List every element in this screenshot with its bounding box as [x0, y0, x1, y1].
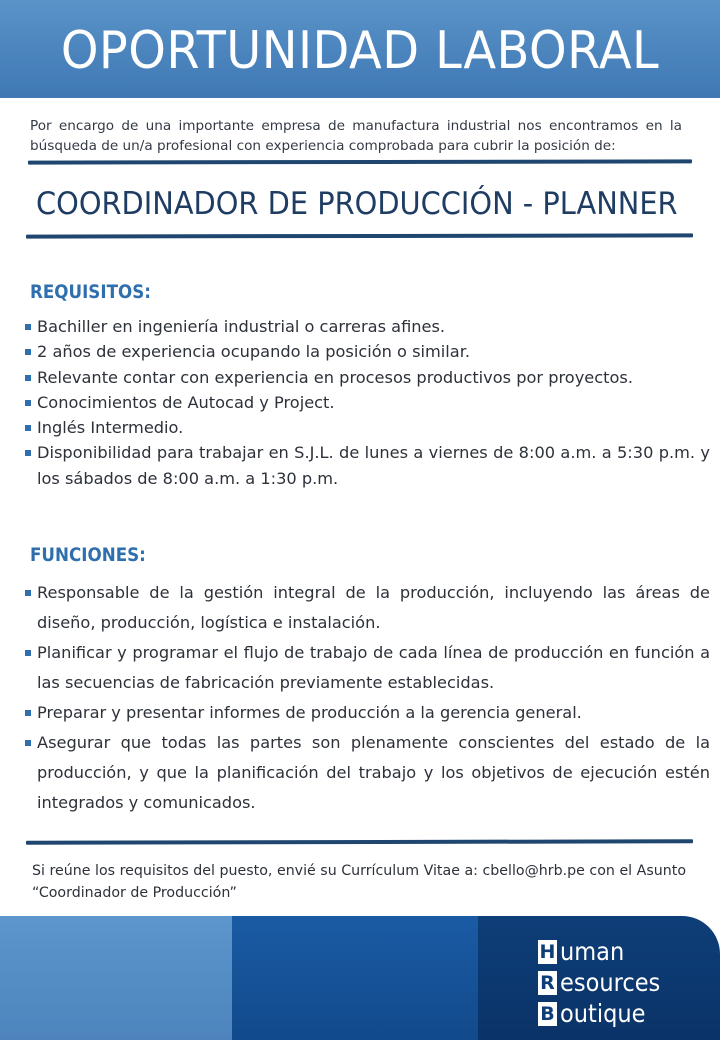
divider-top: [28, 159, 692, 164]
footer-block-light: [0, 916, 232, 1040]
divider-position: [26, 233, 693, 238]
requirement-text: 2 años de experiencia ocupando la posición o similar.: [37, 342, 471, 362]
bullet-icon: [25, 400, 31, 406]
page-title: OPORTUNIDAD LABORAL: [60, 21, 660, 81]
footer-block-mid: [232, 916, 478, 1040]
functions-heading: FUNCIONES:: [30, 544, 146, 566]
contact-paragraph: Si reúne los requisitos del puesto, envié su Currículum Vitae a: cbello@hrb.pe con el Asunto “Coordinador de Producción”: [32, 863, 686, 901]
requirements-heading: REQUISITOS:: [30, 281, 151, 303]
bullet-icon: [25, 740, 31, 746]
function-item: [22, 578, 710, 638]
function-item: [22, 638, 710, 698]
requirement-text: Bachiller en ingeniería industrial o carreras afines.: [37, 317, 446, 336]
bullet-icon: [25, 349, 31, 355]
bullet-icon: [25, 324, 31, 330]
logo-word: uman: [560, 936, 625, 966]
logo-initial: B: [538, 1002, 557, 1026]
bullet-icon: [25, 425, 31, 431]
functions-list: [22, 578, 710, 818]
position-title: COORDINADOR DE PRODUCCIÓN - PLANNER: [36, 186, 678, 222]
requirement-text: Disponibilidad para trabajar en S.J.L. de lunes a viernes de 8:00 a.m. a 5:30 p.m. y los sábados de 8:00 a.m. a 1:30 p.m.: [37, 443, 710, 488]
requirement-text: Inglés Intermedio.: [37, 418, 184, 438]
bullet-icon: [25, 650, 31, 656]
logo-initial: H: [539, 940, 556, 963]
requirement-item: [22, 440, 710, 491]
hrb-logo: [538, 937, 671, 1030]
requirement-item: [22, 314, 710, 339]
function-text: Planificar y programar el flujo de trabajo de cada línea de producción en función a las secuencias de fabricación previamente establecidas.: [37, 643, 710, 692]
bullet-icon: [25, 710, 31, 716]
function-item: [22, 728, 710, 818]
requirement-text: Conocimientos de Autocad y Project.: [37, 392, 335, 412]
bullet-icon: [25, 590, 31, 596]
logo-word: outique: [560, 998, 646, 1028]
requirements-list: [22, 314, 710, 491]
logo-row: [538, 999, 671, 1028]
header-banner: [0, 0, 720, 98]
bullet-icon: [25, 450, 31, 456]
requirement-item: [22, 390, 710, 415]
intro-paragraph: Por encargo de una importante empresa de manufactura industrial nos encontramos en la búsqueda de un/a profesional con experiencia comprobada para cubrir la posición de:: [30, 118, 682, 154]
function-text: Asegurar que todas las partes son plenamente conscientes del estado de la producción, y que la planificación del trabajo y los objetivos de ejecución estén integrados y comunicados.: [37, 733, 710, 812]
divider-bottom: [26, 839, 693, 844]
requirement-item: [22, 365, 710, 390]
bullet-icon: [25, 375, 31, 381]
logo-initial: R: [538, 971, 557, 995]
logo-row: [538, 937, 671, 966]
logo-row: [538, 968, 671, 997]
function-item: [22, 698, 710, 728]
function-text: Preparar y presentar informes de producción a la gerencia general.: [37, 703, 582, 722]
requirement-text: Relevante contar con experiencia en procesos productivos por proyectos.: [37, 367, 633, 387]
function-text: Responsable de la gestión integral de la producción, incluyendo las áreas de diseño, producción, logística e instalación.: [37, 583, 710, 632]
requirement-item: [22, 415, 710, 440]
logo-word: esources: [560, 967, 661, 997]
requirement-item: [22, 339, 710, 364]
